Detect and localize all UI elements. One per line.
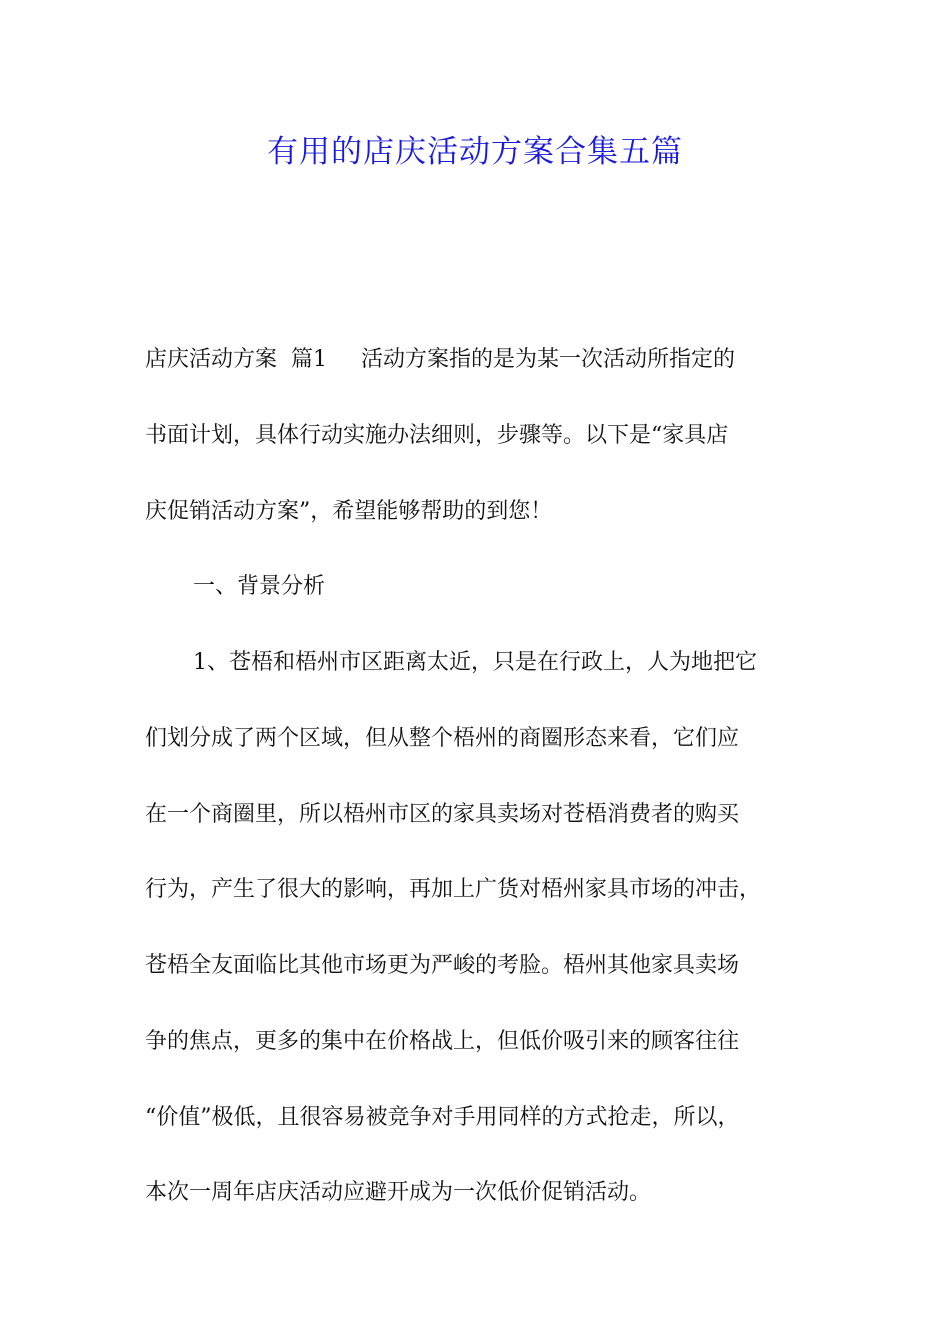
intro-text: 活动方案指的是为某一次活动所指定的 [360,347,735,372]
section-heading: 一、背景分析 [193,574,326,599]
paragraph-line: 行为，产生了很大的影响，再加上广货对梧州家具市场的冲击， [145,877,762,902]
paragraph-line: 1、苍梧和梧州市区距离太近，只是在行政上，人为地把它 [193,650,757,675]
paragraph-line [145,340,735,380]
paragraph-line: 书面计划，具体行动实施办法细则，步骤等。以下是“家具店 [145,423,729,448]
paragraph-line: 们划分成了两个区域，但从整个梧州的商圈形态来看，它们应 [145,726,740,751]
paragraph-line: 庆促销活动方案”，希望能够帮助的到您！ [145,499,553,524]
document-title: 有用的店庆活动方案合集五篇 [267,134,683,170]
paragraph-line: 苍梧全友面临比其他市场更为严峻的考脸。梧州其他家具卖场 [145,953,740,978]
paragraph-line: 争的焦点，更多的集中在价格战上，但低价吸引来的顾客往往 [145,1029,740,1054]
paragraph-line: 本次一周年店庆活动应避开成为一次低价促销活动。 [145,1180,652,1205]
paragraph-line: 在一个商圈里，所以梧州市区的家具卖场对苍梧消费者的购买 [145,802,740,827]
paragraph-line: “价值”极低，且很容易被竞争对手用同样的方式抢走，所以， [145,1105,740,1130]
section-label: 店庆活动方案 篇1 [145,347,327,372]
